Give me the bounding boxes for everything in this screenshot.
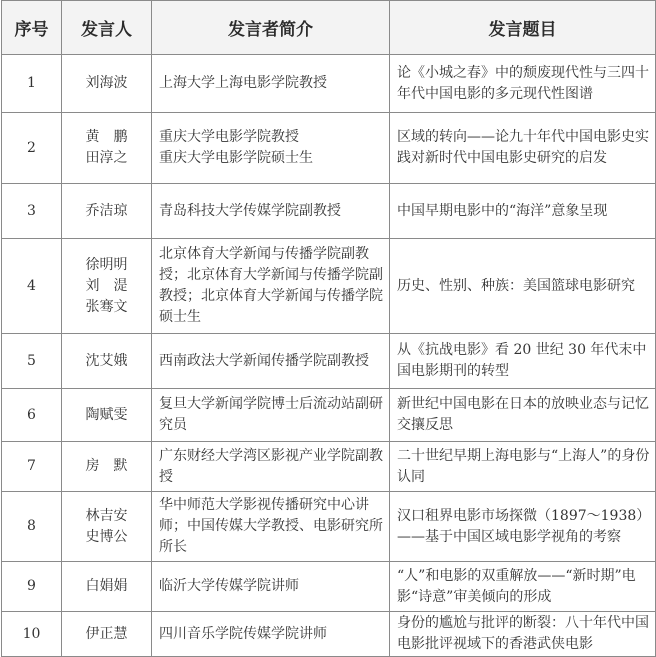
row-number: 3	[2, 184, 62, 239]
topic-cell: 论《小城之春》中的颓废现代性与三四十年代中国电影的多元现代性图谱	[390, 55, 656, 113]
intro-text: 复旦大学新闻学院博士后流动站副研究员	[159, 396, 383, 433]
speaker-cell	[62, 562, 152, 612]
intro-text: 西南政法大学新闻传播学院副教授	[159, 352, 369, 369]
table-row	[2, 55, 656, 113]
intro-cell	[152, 239, 390, 334]
intro-cell	[152, 612, 390, 657]
speaker-cell	[62, 389, 152, 442]
row-number: 7	[2, 442, 62, 492]
intro-text: 临沂大学传媒学院讲师	[159, 578, 299, 594]
speaker-name: 田淳之	[85, 150, 128, 166]
intro-text: 华中师范大学影视传播研究中心讲师；中国传媒大学教授、电影研究所所长	[159, 497, 383, 555]
topic-cell: 区域的转向——论九十年代中国电影史实践对新时代中国电影史研究的启发	[390, 113, 656, 184]
speaker-cell	[62, 334, 152, 389]
speaker-cell	[62, 442, 152, 492]
speaker-cell	[62, 239, 152, 334]
intro-cell	[152, 55, 390, 113]
speaker-name: 陶赋雯	[85, 406, 128, 423]
intro-text: 广东财经大学湾区影视产业学院副教授	[159, 447, 383, 485]
table-row	[2, 612, 656, 657]
intro-cell	[152, 492, 390, 562]
header-intro: 发言者简介	[152, 1, 390, 55]
speaker-name: 张骞文	[85, 298, 128, 315]
intro-text: 重庆大学电影学院硕士生	[159, 150, 313, 166]
header-speaker: 发言人	[62, 1, 152, 55]
table-row	[2, 334, 656, 389]
table-row	[2, 562, 656, 612]
topic-cell: 从《抗战电影》看 20 世纪 30 年代末中国电影期刊的转型	[390, 334, 656, 389]
intro-cell	[152, 442, 390, 492]
topic-cell: 中国早期电影中的“海洋”意象呈现	[390, 184, 656, 239]
row-number: 10	[2, 612, 62, 657]
speaker-name: 黄 鹏	[85, 129, 128, 145]
topic-cell: 身份的尴尬与批评的断裂：八十年代中国电影批评视域下的香港武侠电影	[390, 612, 656, 657]
speaker-name: 房 默	[85, 458, 128, 474]
header-topic: 发言题目	[390, 1, 656, 55]
header-row	[2, 1, 656, 55]
row-number: 2	[2, 113, 62, 184]
row-number: 9	[2, 562, 62, 612]
table-row	[2, 389, 656, 442]
speaker-cell	[62, 55, 152, 113]
table-row	[2, 113, 656, 184]
topic-cell: 历史、性别、种族：美国篮球电影研究	[390, 239, 656, 334]
topic-cell: 新世纪中国电影在日本的放映业态与记忆交攘反思	[390, 389, 656, 442]
speaker-cell	[62, 492, 152, 562]
intro-cell	[152, 113, 390, 184]
intro-text: 北京体育大学新闻与传播学院副教授；北京体育大学新闻与传播学院副教授；北京体育大学新闻与传播学院硕士生	[159, 246, 383, 325]
intro-cell	[152, 184, 390, 239]
header-number: 序号	[2, 1, 62, 55]
row-number: 5	[2, 334, 62, 389]
intro-text: 四川音乐学院传媒学院讲师	[159, 625, 327, 642]
speaker-name: 沈艾娥	[85, 352, 128, 369]
speaker-name: 乔洁琼	[85, 202, 128, 219]
topic-cell: 二十世纪早期上海电影与“上海人”的身份认同	[390, 442, 656, 492]
intro-cell	[152, 334, 390, 389]
topic-cell: 汉口租界电影市场探微（1897～1938）——基于中国区域电影学视角的考察	[390, 492, 656, 562]
table-row	[2, 239, 656, 334]
speaker-name: 林吉安	[85, 507, 128, 524]
row-number: 8	[2, 492, 62, 562]
speaker-name: 徐明明	[85, 256, 128, 273]
speaker-name: 刘 湜	[85, 277, 128, 294]
topic-cell: “人”和电影的双重解放——“新时期”电影“诗意”审美倾向的形成	[390, 562, 656, 612]
table-row	[2, 184, 656, 239]
speaker-cell	[62, 113, 152, 184]
row-number: 6	[2, 389, 62, 442]
intro-text: 上海大学上海电影学院教授	[159, 75, 327, 91]
speaker-name: 白娟娟	[85, 578, 128, 594]
table-row	[2, 442, 656, 492]
intro-text: 青岛科技大学传媒学院副教授	[159, 202, 341, 219]
speaker-name: 史博公	[85, 528, 128, 545]
speaker-name: 伊正慧	[85, 625, 128, 642]
speaker-table	[1, 0, 656, 657]
speaker-cell	[62, 612, 152, 657]
intro-text: 重庆大学电影学院教授	[159, 129, 299, 145]
intro-cell	[152, 562, 390, 612]
row-number: 1	[2, 55, 62, 113]
intro-cell	[152, 389, 390, 442]
row-number: 4	[2, 239, 62, 334]
table-row	[2, 492, 656, 562]
speaker-cell	[62, 184, 152, 239]
speaker-name: 刘海波	[85, 75, 128, 91]
